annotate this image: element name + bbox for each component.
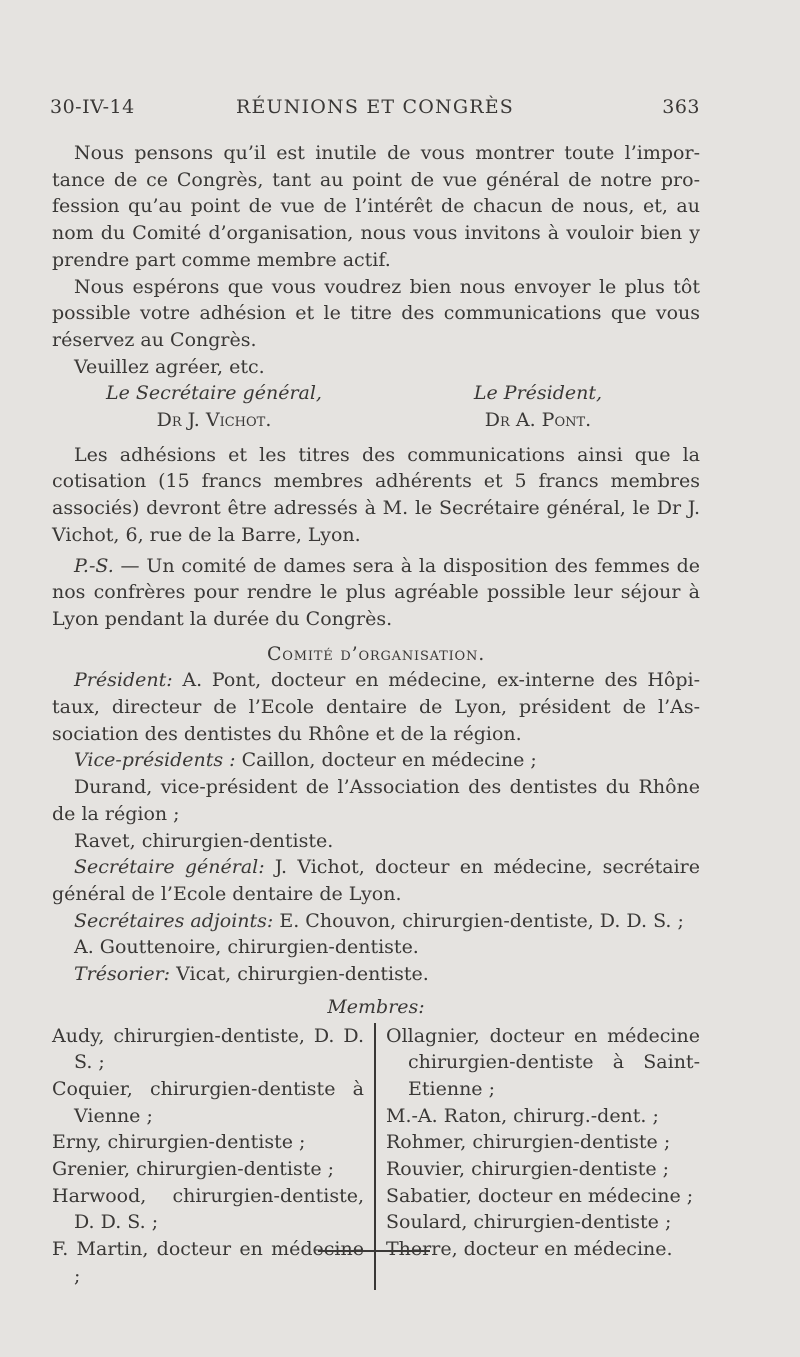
- general-secretary-text: J. Vichot, docteur en médecine, secrétaire général de l’Ecole dentaire de Lyon.: [52, 856, 700, 905]
- member-entry: Grenier, chirurgien-dentiste ;: [52, 1158, 335, 1181]
- member-entry: Harwood, chirurgien-dentiste, D. D. S. ;: [52, 1184, 364, 1234]
- signature-name-secretary: Dr J. Vichot.: [156, 409, 272, 432]
- vice-presidents-text: Caillon, docteur en médecine ;: [235, 749, 537, 772]
- postscript-text: — Un comité de dames sera à la disposition des femmes de nos confrères pour rendre le plus agréable possible leur séjour à Lyon pendant la durée du Congrès.: [52, 554, 700, 630]
- member-entry: M.-A. Raton, chirurg.-dent. ;: [386, 1104, 659, 1127]
- member-entry: Erny, chirurgien-dentiste ;: [52, 1131, 306, 1154]
- postscript-paragraph: [52, 553, 700, 633]
- committee-assistant-secretaries: [52, 908, 700, 935]
- postscript-label: P.-S.: [74, 554, 114, 577]
- committee-vice-presidents: [52, 747, 700, 774]
- assistant-secretaries-label: Secrétaires adjoints:: [74, 909, 274, 932]
- treasurer-label: Trésorier:: [74, 963, 171, 986]
- president-text: A. Pont, docteur en médecine, ex-interne des Hôpitaux, directeur de l’Ecole dentaire de Lyon, président de l’Association des dentistes du Rhône et de la région.: [52, 669, 700, 745]
- page-number: 363: [662, 96, 700, 118]
- signature-title-secretary: Le Secrétaire général,: [106, 382, 322, 405]
- page-body: [52, 140, 700, 1290]
- signature-name-president: Dr A. Pont.: [484, 409, 592, 432]
- member-entry: F. Martin, docteur en médecine ;: [52, 1238, 364, 1287]
- notice-paragraph: Les adhésions et les titres des communications ainsi que la cotisation (15 francs membres adhérents et 5 francs membres associés) devront être adressés à M. le Secrétaire général, le Dr J. Vichot, 6, rue de la Barre, Lyon.: [52, 443, 700, 546]
- vice-presidents-label: Vice-présidents :: [74, 749, 236, 772]
- signature-title-president: Le Président,: [473, 382, 603, 405]
- committee-treasurer: [52, 961, 700, 988]
- general-secretary-label: Secrétaire général:: [74, 856, 265, 879]
- committee-vice-president-3: Ravet, chirurgien-dentiste.: [74, 829, 334, 852]
- letter-paragraph-2: Nous espérons que vous voudrez bien nous envoyer le plus tôt possible votre adhésion et le titre des communications que vous réservez au Congrès.: [52, 275, 700, 351]
- closing-rule: [318, 1250, 430, 1252]
- section-title: RÉUNIONS ET CONGRÈS: [235, 96, 515, 118]
- issue-date: 30-IV-14: [50, 96, 135, 118]
- committee-vice-president-2: Durand, vice-président de l’Association des dentistes du Rhône de la région ;: [52, 776, 700, 825]
- president-label: Président:: [74, 669, 173, 692]
- committee-list: [52, 667, 700, 987]
- treasurer-text: Vicat, chirurgien-dentiste.: [170, 963, 429, 986]
- signature-names: [52, 407, 700, 434]
- committee-general-secretary: [52, 854, 700, 907]
- member-entry: Rouvier, chirurgien-dentiste ;: [386, 1158, 670, 1181]
- members-title: Membres:: [327, 995, 425, 1018]
- member-entry: Therre, docteur en médecine.: [386, 1238, 673, 1261]
- committee-heading: Comité d’organisation.: [266, 642, 486, 665]
- letter-closing: Veuillez agréer, etc.: [74, 355, 265, 378]
- committee-assistant-secretary-2: A. Gouttenoire, chirurgien-dentiste.: [74, 936, 419, 959]
- member-entry: Rohmer, chirurgien-dentiste ;: [386, 1131, 671, 1154]
- letter-paragraph-1: Nous pensons qu’il est inutile de vous montrer toute l’importance de ce Congrès, tant au point de vue général de notre profession qu’au point de vue de l’intérêt de chacun de nous, et, au nom du Comité d’organisation, nous vous invitons à vouloir bien y prendre part comme membre actif.: [52, 142, 700, 271]
- member-entry: Sabatier, docteur en médecine ;: [386, 1184, 694, 1207]
- member-entry: Ollagnier, docteur en médecine chirurgien-dentiste à Saint-Etienne ;: [386, 1024, 700, 1100]
- signature-titles: [52, 380, 700, 407]
- assistant-secretaries-text: E. Chouvon, chirurgien-dentiste, D. D. S. ;: [273, 909, 684, 932]
- member-entry: Soulard, chirurgien-dentiste ;: [386, 1211, 672, 1234]
- committee-president: [52, 667, 700, 747]
- member-entry: Coquier, chirurgien-dentiste à Vienne ;: [52, 1077, 364, 1127]
- member-entry: Audy, chirurgien-dentiste, D. D. S. ;: [52, 1024, 364, 1074]
